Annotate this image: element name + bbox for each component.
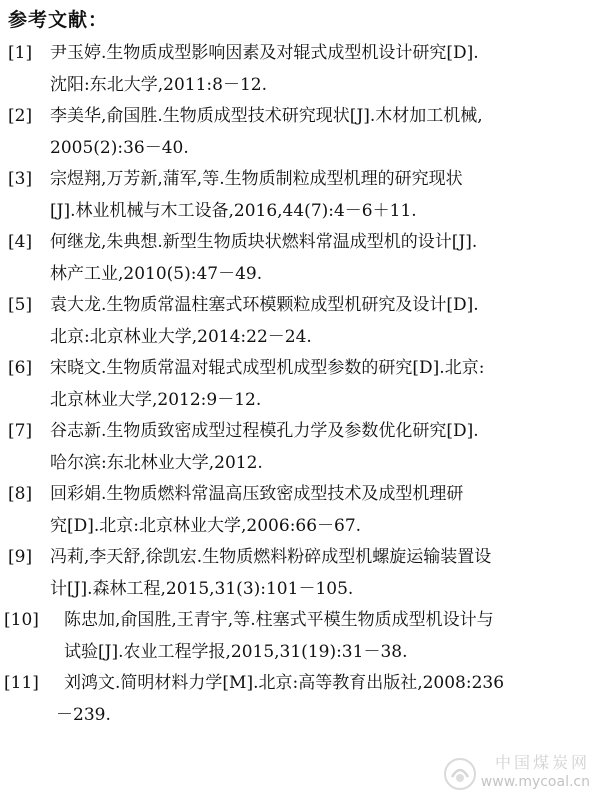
reference-item [0,416,600,479]
reference-line: 哈尔滨:东北林业大学,2012. [50,453,263,473]
reference-line: 计[J].森林工程,2015,31(3):101－105. [50,579,354,599]
reference-line: 李美华,俞国胜.生物质成型技术研究现状[J].木材加工机械, [50,106,483,126]
reference-number: [3] [8,169,33,189]
reference-item [0,605,600,668]
reference-line: 宋晓文.生物质常温对辊式成型机成型参数的研究[D].北京: [50,358,485,378]
reference-item [0,101,600,164]
reference-line: 究[D].北京:北京林业大学,2006:66－67. [50,516,362,536]
references-heading: 参考文献： [8,9,109,31]
reference-item [0,38,600,101]
reference-number: [8] [8,484,33,504]
reference-list [0,38,600,731]
reference-number: [4] [8,232,33,252]
reference-line: 北京:北京林业大学,2014:22－24. [50,327,312,347]
reference-item [0,227,600,290]
reference-item [0,542,600,605]
reference-line: 北京林业大学,2012:9－12. [50,390,262,410]
reference-line: 陈忠加,俞国胜,王青宇,等.柱塞式平模生物质成型机设计与 [64,610,494,630]
reference-number: [9] [8,547,33,567]
reference-item [0,164,600,227]
reference-line: 回彩娟.生物质燃料常温高压致密成型技术及成型机理研 [50,484,464,504]
reference-number: [7] [8,421,33,441]
reference-line: 何继龙,朱典想.新型生物质块状燃料常温成型机的设计[J]. [50,232,478,252]
coal-logo-icon [443,757,477,791]
site-watermark [443,753,590,791]
reference-line: 试验[J].农业工程学报,2015,31(19):31－38. [64,642,408,662]
reference-number: [6] [8,358,33,378]
reference-line: 宗煜翔,万芳新,蒲军,等.生物质制粒成型机理的研究现状 [50,169,463,189]
reference-item [0,479,600,542]
reference-line: 沈阳:东北大学,2011:8－12. [50,75,267,95]
reference-line: －239. [56,705,111,725]
reference-number: [11] [4,673,39,693]
reference-number: [10] [4,610,39,630]
reference-item [0,290,600,353]
reference-line: [J].林业机械与木工设备,2016,44(7):4－6＋11. [50,201,417,221]
watermark-site-name: 中国煤炭网 [494,753,590,772]
reference-item [0,353,600,416]
reference-line: 刘鸿文.简明材料力学[M].北京:高等教育出版社,2008:236 [64,673,505,693]
reference-item [0,668,600,731]
reference-number: [2] [8,106,33,126]
reference-line: 2005(2):36－40. [50,138,189,158]
reference-line: 冯莉,李天舒,徐凯宏.生物质燃料粉碎成型机螺旋运输装置设 [50,547,492,567]
reference-line: 袁大龙.生物质常温柱塞式环模颗粒成型机研究及设计[D]. [50,295,479,315]
reference-line: 林产工业,2010(5):47－49. [50,264,263,284]
reference-line: 尹玉婷.生物质成型影响因素及对辊式成型机设计研究[D]. [50,43,479,63]
reference-line: 谷志新.生物质致密成型过程模孔力学及参数优化研究[D]. [50,421,479,441]
watermark-url: www.mycoal.cn [480,774,590,790]
reference-number: [5] [8,295,33,315]
reference-number: [1] [8,43,33,63]
